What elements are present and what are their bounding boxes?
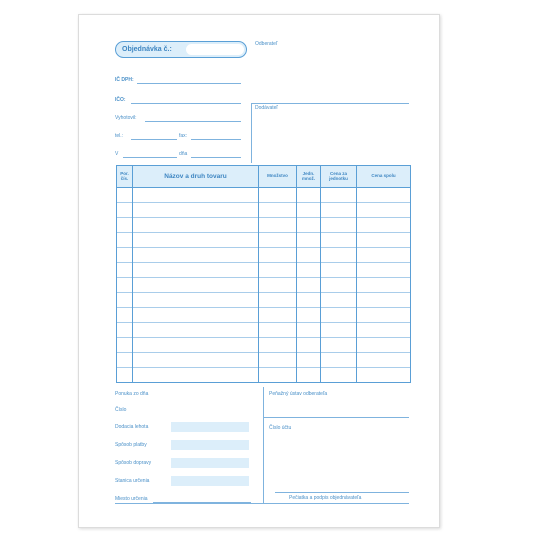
table-cell[interactable] xyxy=(117,338,133,353)
table-cell[interactable] xyxy=(117,233,133,248)
footer-divider xyxy=(263,387,264,503)
table-cell[interactable] xyxy=(357,263,411,278)
order-form-sheet xyxy=(78,14,440,528)
table-cell[interactable] xyxy=(357,218,411,233)
place-line[interactable] xyxy=(123,157,177,158)
table-cell[interactable] xyxy=(321,188,357,203)
supplier-left-line xyxy=(251,103,252,163)
table-cell[interactable] xyxy=(357,233,411,248)
table-cell[interactable] xyxy=(117,278,133,293)
ico-line[interactable] xyxy=(131,103,241,104)
table-cell[interactable] xyxy=(259,188,297,203)
bank-line[interactable] xyxy=(263,417,409,418)
table-cell[interactable] xyxy=(117,353,133,368)
table-cell[interactable] xyxy=(321,263,357,278)
table-cell[interactable] xyxy=(133,203,259,218)
table-row xyxy=(117,338,411,353)
table-cell[interactable] xyxy=(357,203,411,218)
table-cell[interactable] xyxy=(297,353,321,368)
table-cell[interactable] xyxy=(117,308,133,323)
table-cell[interactable] xyxy=(133,188,259,203)
items-table xyxy=(116,165,411,383)
table-cell[interactable] xyxy=(321,293,357,308)
table-cell[interactable] xyxy=(133,218,259,233)
col-header-item-name: Názov a druh tovaru xyxy=(133,166,259,188)
date-label: dňa xyxy=(179,151,188,157)
table-row xyxy=(117,278,411,293)
table-row xyxy=(117,308,411,323)
table-cell[interactable] xyxy=(117,188,133,203)
table-cell[interactable] xyxy=(117,203,133,218)
tel-label: tel.: xyxy=(115,133,124,139)
table-cell[interactable] xyxy=(259,233,297,248)
ico-label: IČO: xyxy=(115,97,126,103)
stamp-label: Pečiatka a podpis objednávateľa xyxy=(289,495,362,501)
table-cell[interactable] xyxy=(297,233,321,248)
table-cell[interactable] xyxy=(117,218,133,233)
table-cell[interactable] xyxy=(357,278,411,293)
table-row xyxy=(117,203,411,218)
table-cell[interactable] xyxy=(297,278,321,293)
table-row xyxy=(117,293,411,308)
table-cell[interactable] xyxy=(259,248,297,263)
col-header-unit: Jedn. množ. xyxy=(297,166,321,188)
ic-dph-line[interactable] xyxy=(137,83,241,84)
table-cell[interactable] xyxy=(297,188,321,203)
table-cell[interactable] xyxy=(321,203,357,218)
transport-label: Spôsob dopravy xyxy=(115,460,152,466)
table-cell[interactable] xyxy=(297,203,321,218)
table-cell[interactable] xyxy=(117,263,133,278)
stamp-line[interactable] xyxy=(275,492,409,493)
table-cell[interactable] xyxy=(117,293,133,308)
table-cell[interactable] xyxy=(259,353,297,368)
table-cell[interactable] xyxy=(357,353,411,368)
tel-line[interactable] xyxy=(131,139,177,140)
table-row xyxy=(117,218,411,233)
date-line[interactable] xyxy=(191,157,241,158)
table-cell[interactable] xyxy=(321,338,357,353)
col-header-unit-price: Cena za jednotku xyxy=(321,166,357,188)
issued-by-line[interactable] xyxy=(145,121,241,122)
delivery-label: Dodacia lehota xyxy=(115,424,149,430)
table-cell[interactable] xyxy=(133,338,259,353)
table-cell[interactable] xyxy=(133,368,259,383)
station-label: Stanica určenia xyxy=(115,478,150,484)
table-cell[interactable] xyxy=(357,368,411,383)
table-cell[interactable] xyxy=(321,248,357,263)
table-cell[interactable] xyxy=(297,218,321,233)
table-cell[interactable] xyxy=(321,308,357,323)
buyer-bottom-line xyxy=(251,103,409,104)
fax-line[interactable] xyxy=(191,139,241,140)
table-cell[interactable] xyxy=(297,293,321,308)
col-header-number: Por. čís. xyxy=(117,166,133,188)
table-cell[interactable] xyxy=(259,293,297,308)
table-cell[interactable] xyxy=(259,338,297,353)
fax-label: fax: xyxy=(179,133,188,139)
order-number-label: Objednávka č.: xyxy=(122,46,172,53)
bank-label: Peňažný ústav odberateľa xyxy=(269,391,328,397)
table-row xyxy=(117,233,411,248)
table-cell[interactable] xyxy=(297,368,321,383)
table-cell[interactable] xyxy=(259,278,297,293)
offer-date-label: Ponuka zo dňa xyxy=(115,391,149,397)
table-cell[interactable] xyxy=(133,293,259,308)
table-cell[interactable] xyxy=(357,248,411,263)
account-label: Číslo účtu xyxy=(269,425,292,431)
table-cell[interactable] xyxy=(297,338,321,353)
table-cell[interactable] xyxy=(297,308,321,323)
table-cell[interactable] xyxy=(297,323,321,338)
col-header-total: Cena spolu xyxy=(357,166,411,188)
table-cell[interactable] xyxy=(133,233,259,248)
table-cell[interactable] xyxy=(297,248,321,263)
table-cell[interactable] xyxy=(321,218,357,233)
table-cell[interactable] xyxy=(259,203,297,218)
table-cell[interactable] xyxy=(259,368,297,383)
table-cell[interactable] xyxy=(357,323,411,338)
order-number-box xyxy=(115,41,247,58)
payment-label: Spôsob platby xyxy=(115,442,147,448)
table-cell[interactable] xyxy=(117,368,133,383)
place-of-destination-label: Miesto určenia xyxy=(115,496,148,502)
table-cell[interactable] xyxy=(133,263,259,278)
supplier-label: Dodávateľ xyxy=(255,105,278,111)
table-cell[interactable] xyxy=(321,353,357,368)
payment-field[interactable] xyxy=(171,440,249,450)
table-cell[interactable] xyxy=(133,353,259,368)
table-cell[interactable] xyxy=(321,368,357,383)
table-cell[interactable] xyxy=(357,308,411,323)
table-cell[interactable] xyxy=(133,308,259,323)
table-cell[interactable] xyxy=(259,323,297,338)
table-cell[interactable] xyxy=(133,323,259,338)
station-field[interactable] xyxy=(171,476,249,486)
issued-by-label: Vyhotovil: xyxy=(115,115,137,121)
table-cell[interactable] xyxy=(133,248,259,263)
table-cell[interactable] xyxy=(321,233,357,248)
number-label: Číslo xyxy=(115,407,127,413)
table-header-row xyxy=(117,166,411,188)
table-cell[interactable] xyxy=(321,278,357,293)
table-row xyxy=(117,353,411,368)
in-label: V xyxy=(115,151,119,157)
transport-field[interactable] xyxy=(171,458,249,468)
table-cell[interactable] xyxy=(357,188,411,203)
table-cell[interactable] xyxy=(259,308,297,323)
table-cell[interactable] xyxy=(117,323,133,338)
ic-dph-label: IČ DPH: xyxy=(115,77,134,83)
col-header-quantity: Množstvo xyxy=(259,166,297,188)
table-cell[interactable] xyxy=(133,278,259,293)
buyer-label: Odberateľ xyxy=(255,41,278,47)
table-cell[interactable] xyxy=(259,263,297,278)
table-cell[interactable] xyxy=(297,263,321,278)
table-row xyxy=(117,188,411,203)
table-row xyxy=(117,263,411,278)
table-cell[interactable] xyxy=(259,218,297,233)
table-cell[interactable] xyxy=(357,293,411,308)
table-row xyxy=(117,248,411,263)
table-row xyxy=(117,323,411,338)
table-row xyxy=(117,368,411,383)
order-number-field[interactable] xyxy=(186,44,244,55)
table-cell[interactable] xyxy=(357,338,411,353)
delivery-field[interactable] xyxy=(171,422,249,432)
table-cell[interactable] xyxy=(117,248,133,263)
footer-bottom-line xyxy=(115,503,409,504)
table-cell[interactable] xyxy=(321,323,357,338)
